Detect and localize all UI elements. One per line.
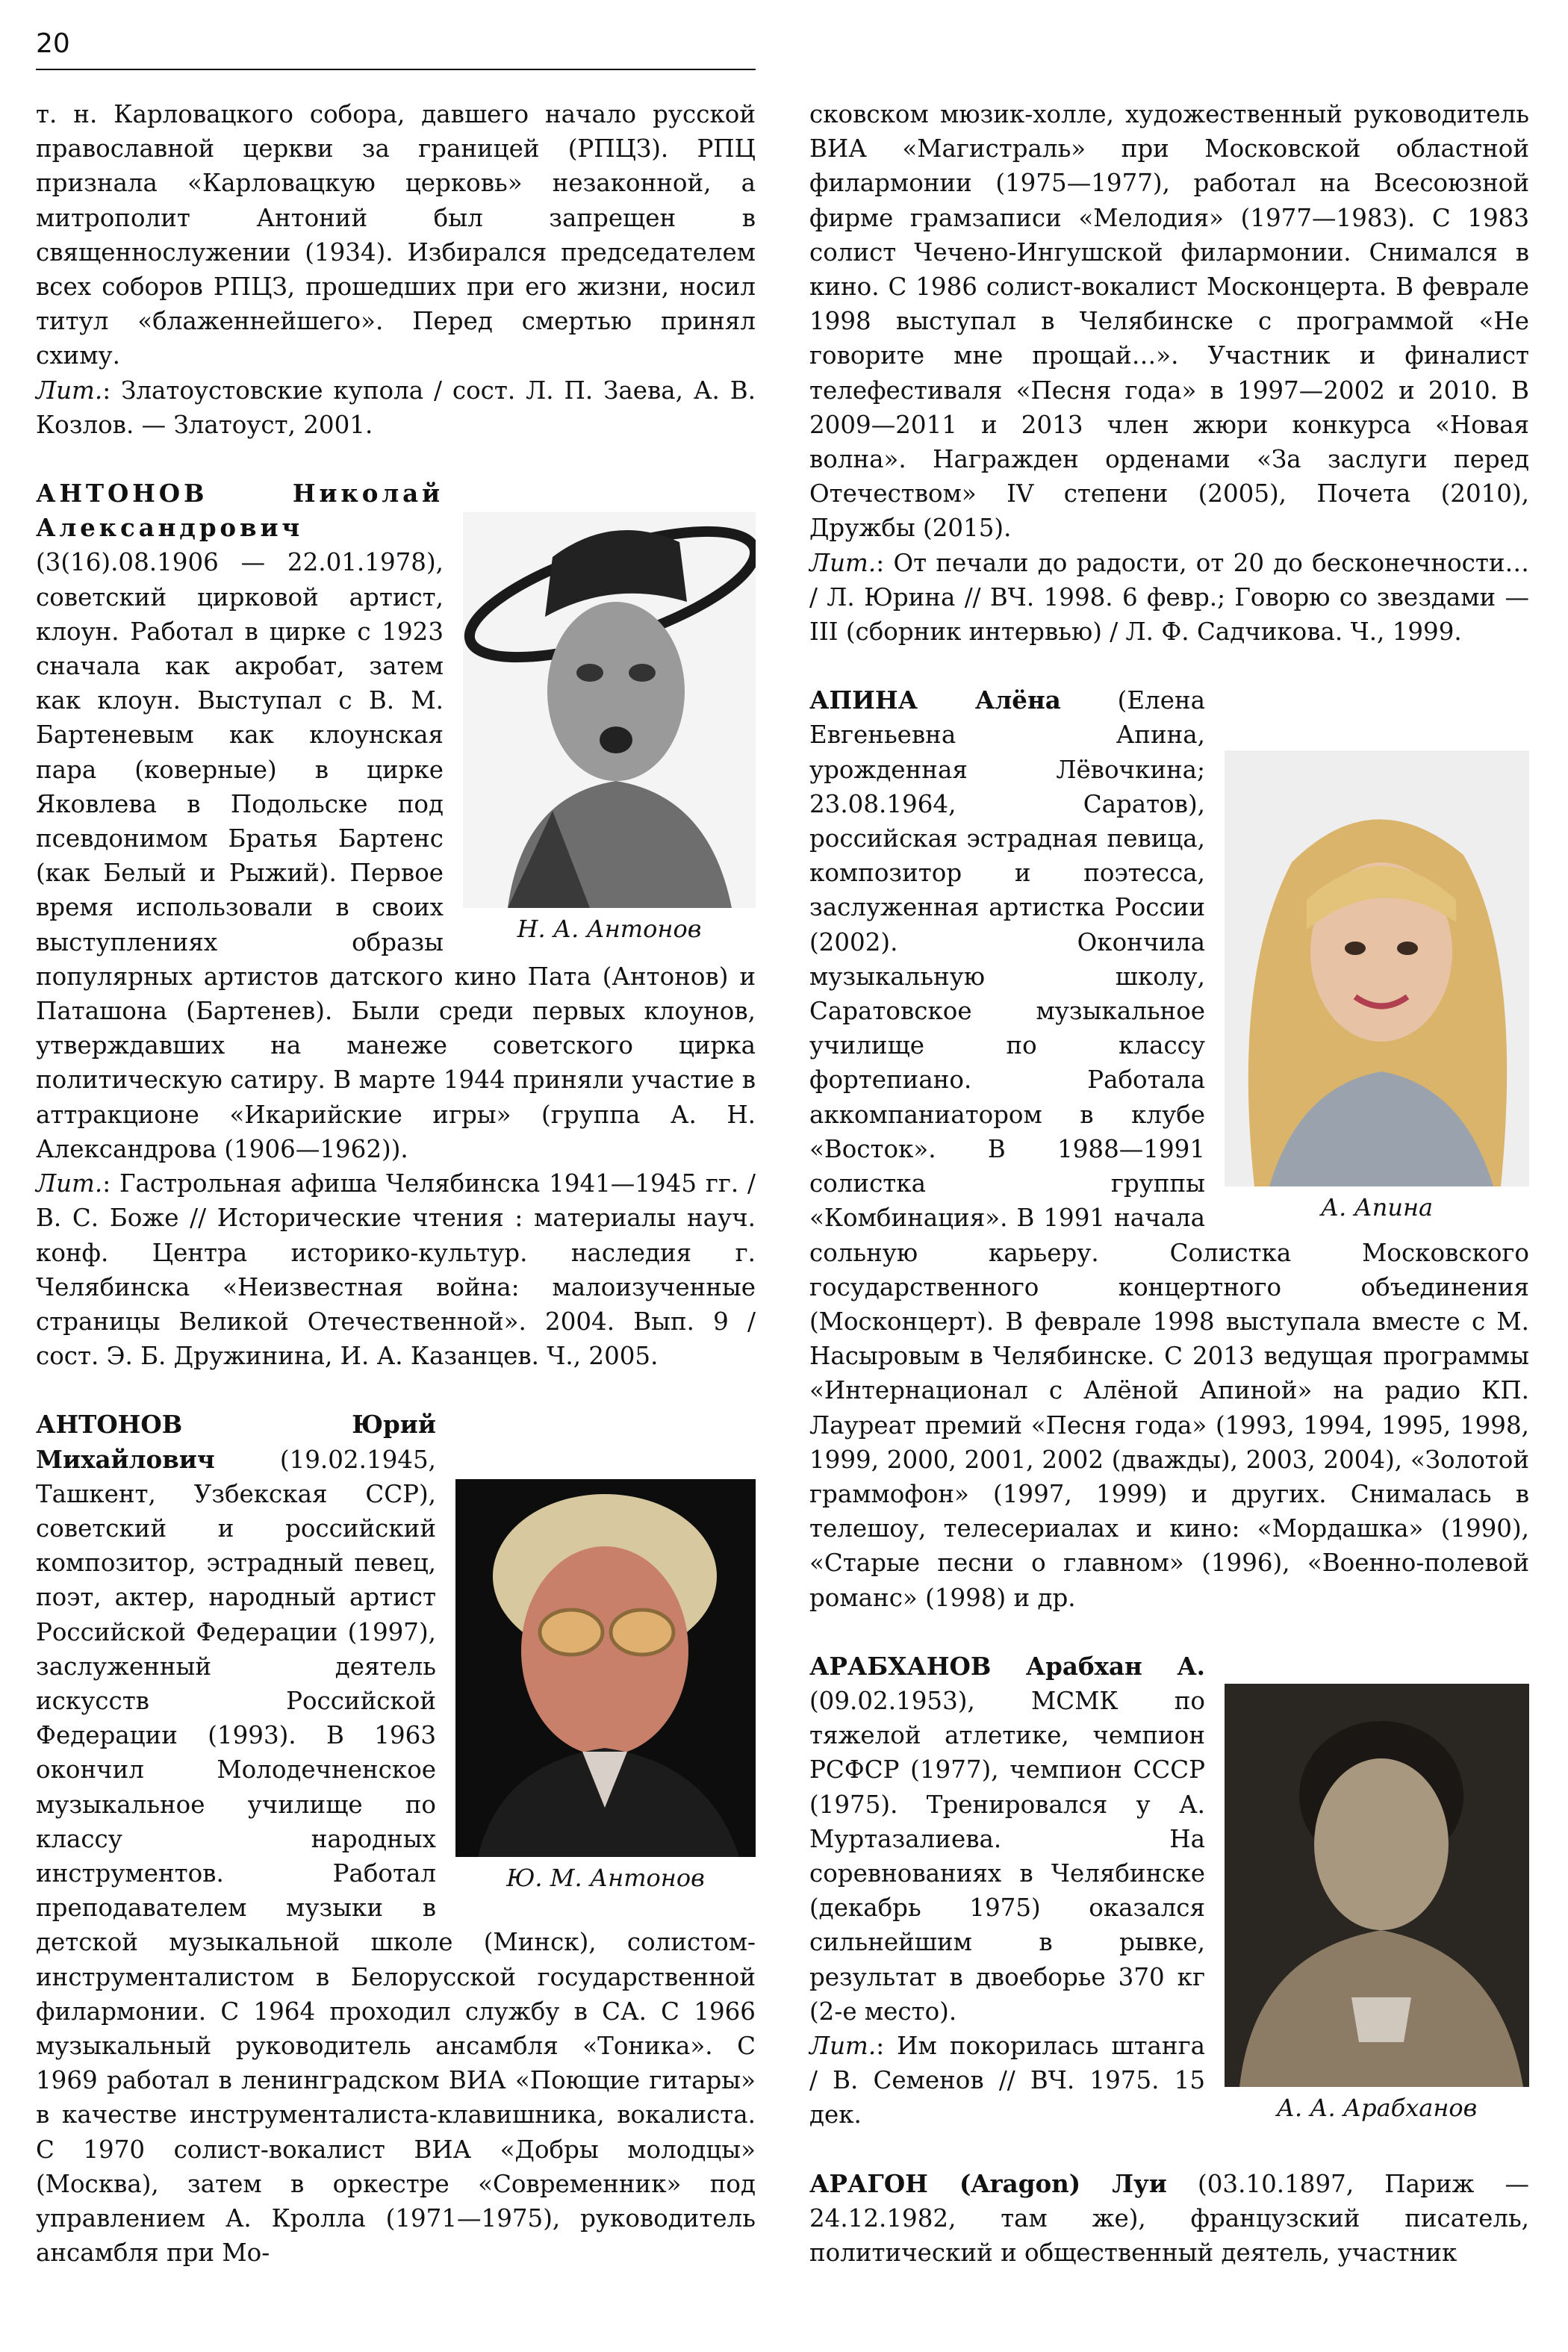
lit-text: : Златоустовские купола / сост. Л. П. Заева, А. В. Козлов. — Златоуст, 2001. [36, 376, 756, 439]
caption-antonov-nikolai: Н. А. Антонов [517, 915, 702, 944]
lit-label: Лит. [36, 1169, 103, 1198]
photo-arabkhanov [1225, 1684, 1529, 2087]
figure-arabkhanov [1225, 1684, 1529, 2124]
lit-text: : Гастрольная афиша Челябинска 1941—1945 гг. / В. С. Боже // Исторические чтения : материалы науч. конф. Центра историко-культур. наследия г. Челябинска «Неизвестная война: малоизученные страницы Великой Отечественной». 2004. Вып. 9 / сост. Э. Б. Дружинина, И. А. Казанцев. Ч., 2005. [36, 1169, 756, 1371]
caption-apina: А. Апина [1320, 1193, 1434, 1222]
antonov-yuri-continuation: сковском мюзик-холле, художественный руководитель ВИА «Магистраль» при Московской областной филармонии (1975—1977), работал на Всесоюзной фирме грамзаписи «Мелодия» (1977—1983). С 1983 солист Чечено-Ингушской филармонии. Снимался в кино. С 1986 солист-вокалист Москонцерта. В феврале 1998 выступал в Челябинске с программой «Не говорите мне прощай…». Участник и финалист телефестиваля «Песня года» в 1997—2002 и 2010. В 2009—2011 и 2013 член жюри конкурса «Новая волна». Награжден орденами «За заслуги перед Отечеством» IV степени (2005), Почета (2010), Дружбы (2015). [809, 100, 1529, 543]
entry-aragon [809, 2167, 1529, 2271]
entry-name: АНТОНОВ Юрий Михайлович [36, 1410, 436, 1474]
entry-name: АРАБХАНОВ Арабхан А. [809, 1651, 1205, 1681]
intro-bibliography [36, 373, 756, 442]
lit-label: Лит. [809, 2031, 877, 2060]
entry-apina [809, 683, 1529, 1614]
photo-antonov-nikolai [463, 512, 756, 908]
clown-portrait-image [463, 512, 756, 908]
right-column [809, 97, 1529, 2270]
entry-antonov-nikolai [36, 476, 756, 1373]
figure-antonov-nikolai [463, 512, 756, 945]
header-rule [36, 69, 756, 70]
antonov-nikolai-bibliography [36, 1166, 756, 1373]
lit-label: Лит. [809, 548, 877, 577]
lit-text: : Им покорилась штанга / В. Семенов // ВЧ. 1975. 15 дек. [809, 2031, 1205, 2129]
entry-body: (Елена Евгеньевна Апина, урожденная Лёвочкина; 23.08.1964, Саратов), российская эстрадная певица, композитор и поэтесса, заслуженная артистка России (2002). Окончила музыкальную школу, Саратовское музыкальное училище по классу фортепиано. Работала аккомпаниатором в клубе «Восток». В 1988—1991 солистка группы «Комбинация». В 1991 начала сольную карьеру. Солистка Московского государственного концертного объединения (Москонцерт). В феврале 1998 выступала вместе с М. Насыровым в Челябинске. С 2013 ведущая программы «Интернационал с Алёной Апиной» на радио КП. Лауреат премий «Песня года» (1993, 1994, 1995, 1998, 1999, 2000, 2001, 2002 (дважды), 2003, 2004), «Золотой граммофон» (1997, 1999) и других. Снималась в телешоу, телесериалах и кино: «Мордашка» (1990), «Старые песни о главном» (1996), «Военно-полевой романс» (1998) и др. [809, 686, 1529, 1612]
caption-arabkhanov: А. А. Арабханов [1276, 2093, 1478, 2122]
entry-name: АРАГОН (Aragon) Луи [809, 2168, 1167, 2198]
page-number: 20 [36, 28, 70, 59]
antonov-yuri-bibliography [809, 546, 1529, 650]
entry-name: АПИНА Алёна [809, 685, 1061, 715]
entry-aragon-text [809, 2167, 1529, 2271]
entry-body: (03.10.1897, Париж — 24.12.1982, там же), французский писатель, политический и общественный деятель, участник [809, 2169, 1530, 2267]
left-column [36, 97, 756, 2270]
photo-antonov-yuri [455, 1479, 756, 1857]
entry-name: АНТОНОВ Николай Александрович [36, 479, 444, 543]
lit-text: : От печали до радости, от 20 до бесконечности… / Л. Юрина // ВЧ. 1998. 6 февр.; Говорю со звездами — III (сборник интервью) / Л. Ф. Садчикова. Ч., 1999. [809, 548, 1529, 647]
lit-label: Лит. [36, 376, 103, 405]
entry-body: (09.02.1953), МСМК по тяжелой атлетике, чемпион РСФСР (1977), чемпион СССР (1975). Тренировался у А. Муртазалиева. На соревнованиях в Челябинске (декабрь 1975) оказался сильнейшим в рывке, результат в двоеборье 370 кг (2-е место). [809, 1686, 1205, 2026]
photo-apina [1225, 750, 1529, 1186]
entry-arabkhanov [809, 1649, 1529, 2132]
figure-apina [1225, 750, 1529, 1224]
singer-portrait-image [455, 1479, 756, 1857]
entry-body: (19.02.1945, Ташкент, Узбекская ССР), советский и российский композитор, эстрадный певец, поэт, актер, народный артист Российской Федерации (1997), заслуженный деятель искусств Российской Федерации (1993). В 1963 окончил Молодечненское музыкальное училище по классу народных инструментов. Работал преподавателем музыки в детской музыкальной школе (Минск), солистом-инструменталистом в Белорусской государственной филармонии. С 1964 проходил службу в СА. С 1966 музыкальный руководитель ансамбля «Тоника». С 1969 работал в ленинградском ВИА «Поющие гитары» в качестве инструменталиста-клавишника, вокалиста. С 1970 солист-вокалист ВИА «Добры молодцы» (Москва), затем в оркестре «Современник» под управлением А. Кролла (1971—1975), руководитель ансамбля при Мо- [36, 1445, 756, 2268]
caption-antonov-yuri: Ю. М. Антонов [506, 1864, 705, 1893]
entry-antonov-yuri [36, 1407, 756, 2270]
figure-antonov-yuri [455, 1479, 756, 1894]
entry-body: (3(16).08.1906 — 22.01.1978), советский цирковой артист, клоун. Работал в цирке с 1923 сначала как акробат, затем как клоун. Выступал с В. М. Бартеневым как клоунская пара (коверные) в цирке Яковлева в Подольске под псевдонимом Братья Бартенс (как Белый и Рыжий). Первое время использовали в своих выступлениях образы популярных артистов датского кино Пата (Антонов) и Паташона (Бартенев). Были среди первых клоунов, утверждавших на манеже советского цирка политическую сатиру. В марте 1944 приняли участие в аттракционе «Икарийские игры» (группа А. Н. Александрова (1906—1962)). [36, 548, 756, 1163]
athlete-portrait-image [1225, 1684, 1529, 2087]
singer-portrait-image [1225, 750, 1529, 1186]
intro-text: т. н. Карловацкого собора, давшего начало русской православной церкви за границей (РПЦЗ). РПЦ признала «Карловацкую церковь» незаконной, а митрополит Антоний был запрещен в священнослужении (1934). Избирался председателем всех соборов РПЦЗ, прошедших при его жизни, носил титул «блаженнейшего». Перед смертью принял схиму. [36, 100, 756, 370]
